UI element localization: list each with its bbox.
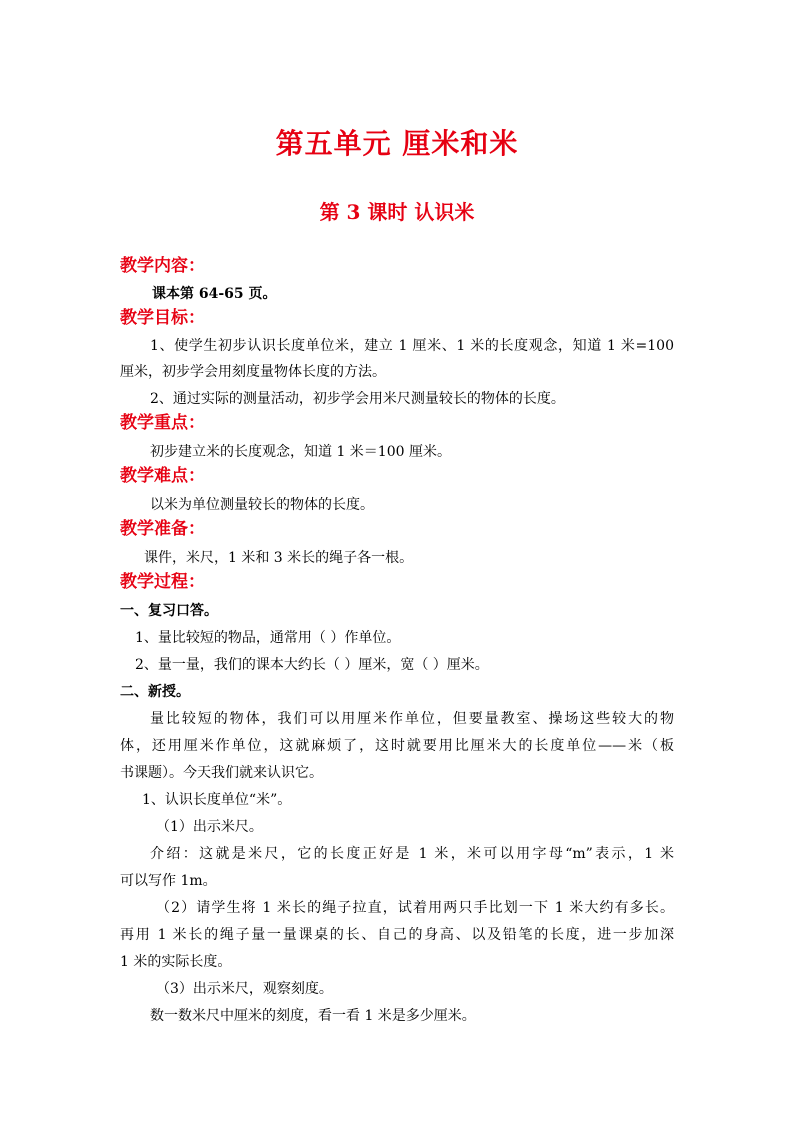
new-paragraph-line-1: 量比较短的物体，我们可以用厘米作单位，但要量教室、操场这些较大的物	[150, 711, 674, 727]
heading-teaching-content: 教学内容：	[120, 256, 205, 276]
step-1-3: （3）出示米尺，观察刻度。	[156, 981, 333, 997]
step-1-2-line-1: （2）请学生将 1 米长的绳子拉直，试着用两只手比划一下 1 米大约有多长。	[156, 900, 674, 916]
lesson-subtitle: 第 3 课时 认识米	[319, 200, 475, 224]
review-question-2: 2、量一量，我们的课本大约长（ ）厘米，宽（ ）厘米。	[135, 657, 489, 673]
difficulty-text: 以米为单位测量较长的物体的长度。	[150, 497, 374, 513]
heading-teaching-goals: 教学目标：	[120, 308, 205, 328]
heading-key-point: 教学重点：	[120, 413, 205, 433]
step-1-2-line-2: 再用 1 米长的绳子量一量课桌的长、自己的身高、以及铅笔的长度，进一步加深	[120, 927, 674, 943]
new-paragraph-line-2: 体，还用厘米作单位，这就麻烦了，这时就要用比厘米大的长度单位——米（板	[120, 738, 674, 754]
step-1-1: （1）出示米尺。	[156, 819, 263, 835]
unit-title: 第五单元 厘米和米	[275, 127, 519, 160]
heading-teaching-process: 教学过程：	[120, 572, 205, 592]
preparation-text: 课件，米尺，1 米和 3 米长的绳子各一根。	[144, 550, 414, 566]
count-instruction: 数一数米尺中厘米的刻度，看一看 1 米是多少厘米。	[150, 1008, 476, 1024]
heading-preparation: 教学准备：	[120, 519, 205, 539]
new-lesson-heading: 二、新授。	[120, 684, 190, 700]
intro-line-1: 介绍：这就是米尺，它的长度正好是 1 米，米可以用字母“m”表示，1 米	[150, 846, 674, 862]
step-1-heading: 1、认识长度单位“米”。	[142, 792, 292, 808]
teaching-content-text: 课本第 64-65 页。	[152, 286, 277, 302]
intro-line-2: 可以写作 1m。	[120, 873, 217, 889]
new-paragraph-line-3: 书课题）。今天我们就来认识它。	[120, 765, 323, 781]
goal-2: 2、通过实际的测量活动，初步学会用米尺测量较长的物体的长度。	[150, 391, 565, 407]
key-point-text: 初步建立米的长度观念，知道 1 米＝100 厘米。	[150, 444, 451, 460]
review-heading: 一、复习口答。	[120, 603, 218, 619]
review-question-1: 1、量比较短的物品，通常用（ ）作单位。	[135, 630, 401, 646]
goal-1-line-2: 厘米，初步学会用刻度量物体长度的方法。	[120, 364, 386, 380]
step-1-2-line-3: 1 米的实际长度。	[120, 954, 232, 970]
heading-difficulty: 教学难点：	[120, 466, 205, 486]
goal-1-line-1: 1、使学生初步认识长度单位米，建立 1 厘米、1 米的长度观念，知道 1 米=100	[150, 338, 674, 354]
